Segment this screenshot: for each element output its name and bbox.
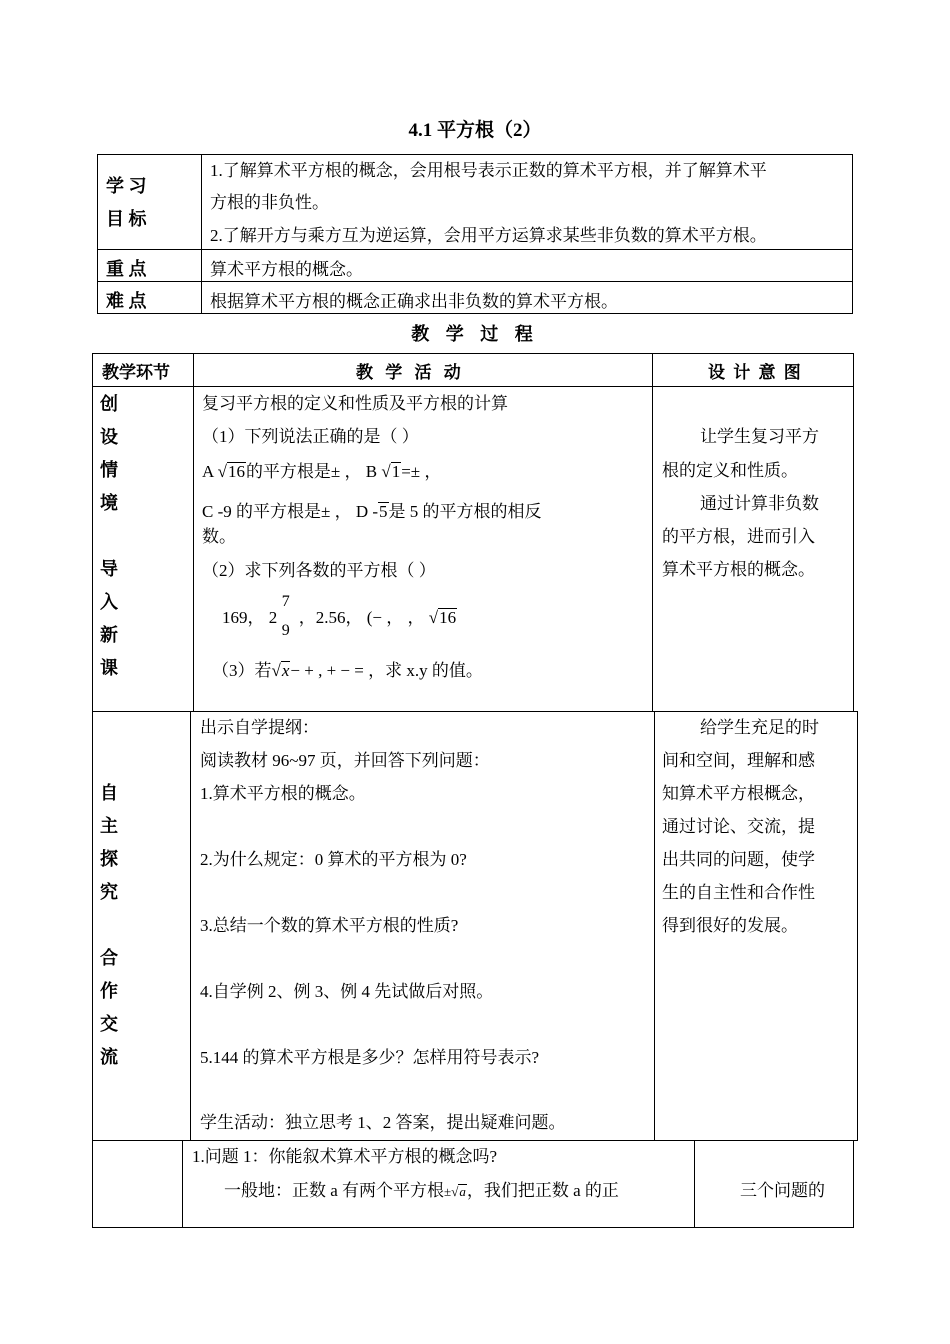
objectives-label-cell <box>98 155 202 250</box>
review-text: 复习平方根的定义和性质及平方根的计算 <box>202 394 508 413</box>
question-2-items: 169， 2 7 9 ，2.56， (− ， ， √16 <box>222 593 457 639</box>
intent-text: 通过讨论、交流，提 <box>662 817 815 836</box>
section2-stage-char: 合 <box>100 948 118 968</box>
q3-radicand: x <box>281 661 290 680</box>
q2-item-sqrt16: 16 <box>439 608 457 627</box>
intent-text: 生的自主性和合作性 <box>662 883 815 902</box>
option-a-suffix: 的平方根是± <box>245 462 341 481</box>
q2-item-paren: (− ， ， <box>366 608 425 627</box>
section2-stage-char: 流 <box>100 1047 118 1067</box>
study-outline-line: 3.总结一个数的算术平方根的性质? <box>200 916 459 935</box>
section1-stage-char: 课 <box>100 658 118 678</box>
definition-line: 一般地：正数 a 有两个平方根±√a，我们把正数 a 的正 <box>224 1181 619 1200</box>
section1-stage-char: 创 <box>100 394 118 414</box>
option-d-suffix: 是 5 的平方根的相反 <box>388 502 542 521</box>
intent-text: 让学生复习平方 <box>700 427 819 446</box>
q3-prefix: （3）若 <box>212 661 272 680</box>
process-title: 教 学 过 程 <box>411 324 539 344</box>
objectives-label-1: 学 习 <box>106 176 147 196</box>
intent-text: 算术平方根的概念。 <box>662 560 815 579</box>
section2-stage-char: 主 <box>100 816 118 836</box>
option-d-continued: 数。 <box>202 527 236 546</box>
difficulty-text: 根据算术平方根的概念正确求出非负数的算术平方根。 <box>210 292 618 311</box>
intent-text: 给学生充足的时 <box>700 718 819 737</box>
q2-mixed-num: 7 <box>281 593 290 610</box>
intent-text: 通过计算非负数 <box>700 494 819 513</box>
question-1: （1）下列说法正确的是（ ） <box>202 427 419 446</box>
intent-text: 得到很好的发展。 <box>662 916 798 935</box>
section2-stage-char: 作 <box>100 981 118 1001</box>
objective-line-1: 1.了解算术平方根的概念，会用根号表示正数的算术平方根，并了解算术平 <box>210 161 767 180</box>
study-outline-line: 4.自学例 2、例 3、例 4 先试做后对照。 <box>200 982 494 1001</box>
study-outline-line: 1.算术平方根的概念。 <box>200 784 366 803</box>
q2-item-169: 169， <box>222 608 265 627</box>
section1-stage-char: 入 <box>100 592 118 612</box>
option-b-suffix: =± ， <box>401 462 442 481</box>
objective-line-2: 方根的非负性。 <box>210 193 329 212</box>
q2-mixed-int: 2 <box>268 608 278 627</box>
question-concept: 1.问题 1：你能叙术算术平方根的概念吗? <box>192 1147 498 1166</box>
option-a-prefix: A <box>202 462 214 481</box>
q2-mixed-den: 9 <box>281 622 290 639</box>
question-2: （2）求下列各数的平方根（ ） <box>202 561 436 580</box>
intent-text: 知算术平方根概念， <box>662 784 815 803</box>
option-b-prefix: ， B <box>344 462 378 481</box>
intent-text: 间和空间，理解和感 <box>662 751 815 770</box>
activity-header: 教 学 活 动 <box>356 363 465 382</box>
definition-suffix: ，我们把正数 a 的正 <box>466 1181 619 1200</box>
section2-stage-char: 交 <box>100 1014 118 1034</box>
study-outline-line: 阅读教材 96~97 页，并回答下列问题： <box>200 751 490 770</box>
intent-header: 设 计 意 图 <box>708 363 803 382</box>
study-outline-line: 2.为什么规定：0 算术的平方根为 0? <box>200 850 467 869</box>
option-d-prefix: D - <box>355 502 379 521</box>
definition-prefix: 一般地：正数 a 有两个平方根 <box>224 1181 445 1200</box>
section2-stage-char: 自 <box>100 783 118 803</box>
objective-line-3: 2.了解开方与乘方互为逆运算，会用平方运算求某些非负数的算术平方根。 <box>210 226 767 245</box>
difficulty-label: 难 点 <box>106 291 147 311</box>
option-d-radicand: 5 <box>379 502 388 521</box>
section1-stage-char: 情 <box>100 460 118 480</box>
intent-text: 根的定义和性质。 <box>662 461 798 480</box>
options-cd <box>202 497 542 522</box>
section2-stage-char: 探 <box>100 849 118 869</box>
page-title: 4.1 平方根（2） <box>408 120 542 141</box>
objectives-label-2: 目 标 <box>106 209 147 229</box>
section1-stage-char: 导 <box>100 559 118 579</box>
section1-stage-char: 新 <box>100 625 118 645</box>
option-c: C -9 的平方根是± ， <box>202 502 352 521</box>
section2-stage-cell <box>93 712 191 1141</box>
options-ab: A √16的平方根是± ， B √1=± ， <box>202 462 442 481</box>
question-3: （3）若√x− + , + − = ，求 x.y 的值。 <box>212 661 483 680</box>
key-point-label: 重 点 <box>106 259 147 279</box>
q2-item-256: ，2.56， <box>298 608 363 627</box>
definition-pm: ± <box>444 1184 452 1199</box>
section1-stage-char: 设 <box>100 427 118 447</box>
intent-text: 的平方根，进而引入 <box>662 527 815 546</box>
stage-header: 教学环节 <box>102 363 170 382</box>
section3-stage-cell <box>93 1141 183 1228</box>
option-a-radicand: 16 <box>227 462 245 481</box>
study-outline-line: 学生活动：独立思考 1、2 答案，提出疑难问题。 <box>200 1113 566 1132</box>
option-b-radicand: 1 <box>391 462 401 481</box>
definition-radicand: a <box>459 1184 466 1199</box>
study-outline-line: 5.144 的算术平方根是多少？怎样用符号表示? <box>200 1048 540 1067</box>
key-point-text: 算术平方根的概念。 <box>210 260 363 279</box>
section1-stage-char: 境 <box>100 493 118 513</box>
q3-rest: − + , + − = ，求 x.y 的值。 <box>290 661 483 680</box>
intent-text: 出共同的问题，使学 <box>662 850 815 869</box>
intent-text: 三个问题的 <box>740 1181 825 1200</box>
study-outline-line: 出示自学提纲： <box>200 718 319 737</box>
section2-stage-char: 究 <box>100 882 118 902</box>
